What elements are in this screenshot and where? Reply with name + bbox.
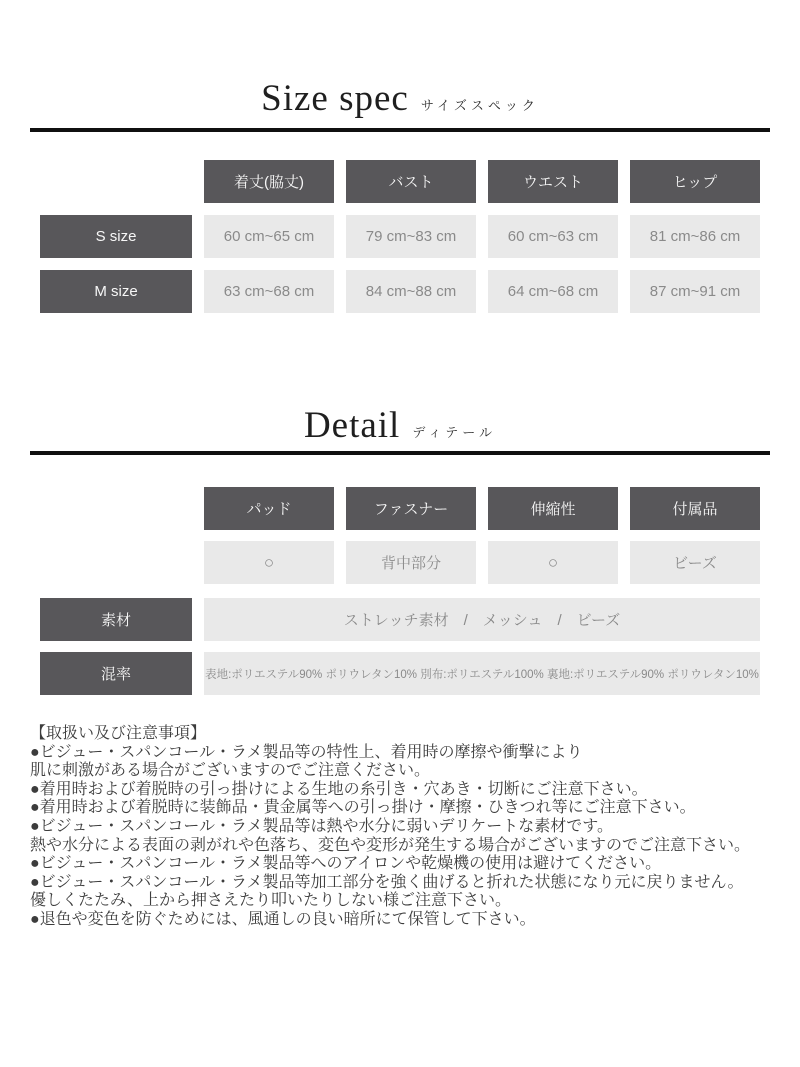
- note-line: ●ビジュー・スパンコール・ラメ製品等加工部分を強く曲げると折れた状態になり元に戻りません。: [30, 873, 744, 891]
- pad-value-cell: ○: [204, 541, 334, 584]
- col-header-length: 着丈(脇丈): [204, 160, 334, 203]
- detail-divider: [30, 451, 770, 455]
- detail-title-en: Detail: [303, 405, 401, 446]
- note-line: ●退色や変色を防ぐためには、風通しの良い暗所にて保管して下さい。: [30, 910, 536, 928]
- detail-title: [0, 407, 800, 444]
- note-line: 熱や水分による表面の剥がれや色落ち、変色や変形が発生する場合がございますのでご注意下さい。: [30, 836, 751, 854]
- s-size-length-cell: 60 cm~65 cm: [204, 215, 334, 258]
- note-line: 肌に刺激がある場合がございますのでご注意ください。: [30, 762, 431, 780]
- col-header-bust: バスト: [346, 160, 476, 203]
- size-table: [40, 160, 760, 313]
- note-line: 優しくたたみ、上から押さえたり叩いたりしない様ご注意下さい。: [30, 892, 511, 910]
- detail-table: [40, 487, 760, 584]
- m-size-waist-cell: 64 cm~68 cm: [488, 270, 618, 313]
- m-size-length-cell: 63 cm~68 cm: [204, 270, 334, 313]
- note-line: ●着用時および着脱時の引っ掛けによる生地の糸引き・穴あき・切断にご注意下さい。: [30, 780, 648, 798]
- row-label-s-size: S size: [40, 215, 192, 258]
- handling-notes: [30, 725, 796, 930]
- col-header-stretch: 伸縮性: [488, 487, 618, 530]
- size-spec-title-en: Size spec: [261, 78, 409, 119]
- material-row: [40, 598, 760, 641]
- material-label: 素材: [40, 598, 192, 641]
- blend-value-cell: 表地:ポリエステル90% ポリウレタン10% 別布:ポリエステル100% 裏地:ポリエステル90% ポリウレタン10%: [204, 652, 760, 695]
- accessory-value-cell: ビーズ: [630, 541, 760, 584]
- detail-table-spacer: [40, 541, 192, 584]
- size-spec-divider: [30, 128, 770, 132]
- size-table-corner: [40, 160, 192, 203]
- size-spec-title-ja: サイズスペック: [420, 98, 539, 113]
- s-size-waist-cell: 60 cm~63 cm: [488, 215, 618, 258]
- row-label-m-size: M size: [40, 270, 192, 313]
- note-line: ●ビジュー・スパンコール・ラメ製品等の特性上、着用時の摩擦や衝撃により: [30, 743, 583, 761]
- material-value-cell: ストレッチ素材 / メッシュ / ビーズ: [204, 598, 760, 641]
- size-spec-title: [0, 80, 800, 117]
- stretch-value-cell: ○: [488, 541, 618, 584]
- fastener-value-cell: 背中部分: [346, 541, 476, 584]
- blend-label: 混率: [40, 652, 192, 695]
- s-size-bust-cell: 79 cm~83 cm: [346, 215, 476, 258]
- handling-notes-heading: 【取扱い及び注意事項】: [30, 725, 207, 742]
- col-header-hip: ヒップ: [630, 160, 760, 203]
- detail-table-corner: [40, 487, 192, 530]
- col-header-waist: ウエスト: [488, 160, 618, 203]
- m-size-bust-cell: 84 cm~88 cm: [346, 270, 476, 313]
- col-header-fastener: ファスナー: [346, 487, 476, 530]
- blend-row: [40, 652, 760, 695]
- note-line: ●着用時および着脱時に装飾品・貴金属等への引っ掛け・摩擦・ひきつれ等にご注意下さい。: [30, 799, 696, 817]
- detail-title-ja: ディテール: [412, 425, 497, 440]
- s-size-hip-cell: 81 cm~86 cm: [630, 215, 760, 258]
- note-line: ●ビジュー・スパンコール・ラメ製品等へのアイロンや乾燥機の使用は避けてください。: [30, 855, 662, 873]
- col-header-accessory: 付属品: [630, 487, 760, 530]
- note-line: ●ビジュー・スパンコール・ラメ製品等は熱や水分に弱いデリケートな素材です。: [30, 817, 613, 835]
- col-header-pad: パッド: [204, 487, 334, 530]
- m-size-hip-cell: 87 cm~91 cm: [630, 270, 760, 313]
